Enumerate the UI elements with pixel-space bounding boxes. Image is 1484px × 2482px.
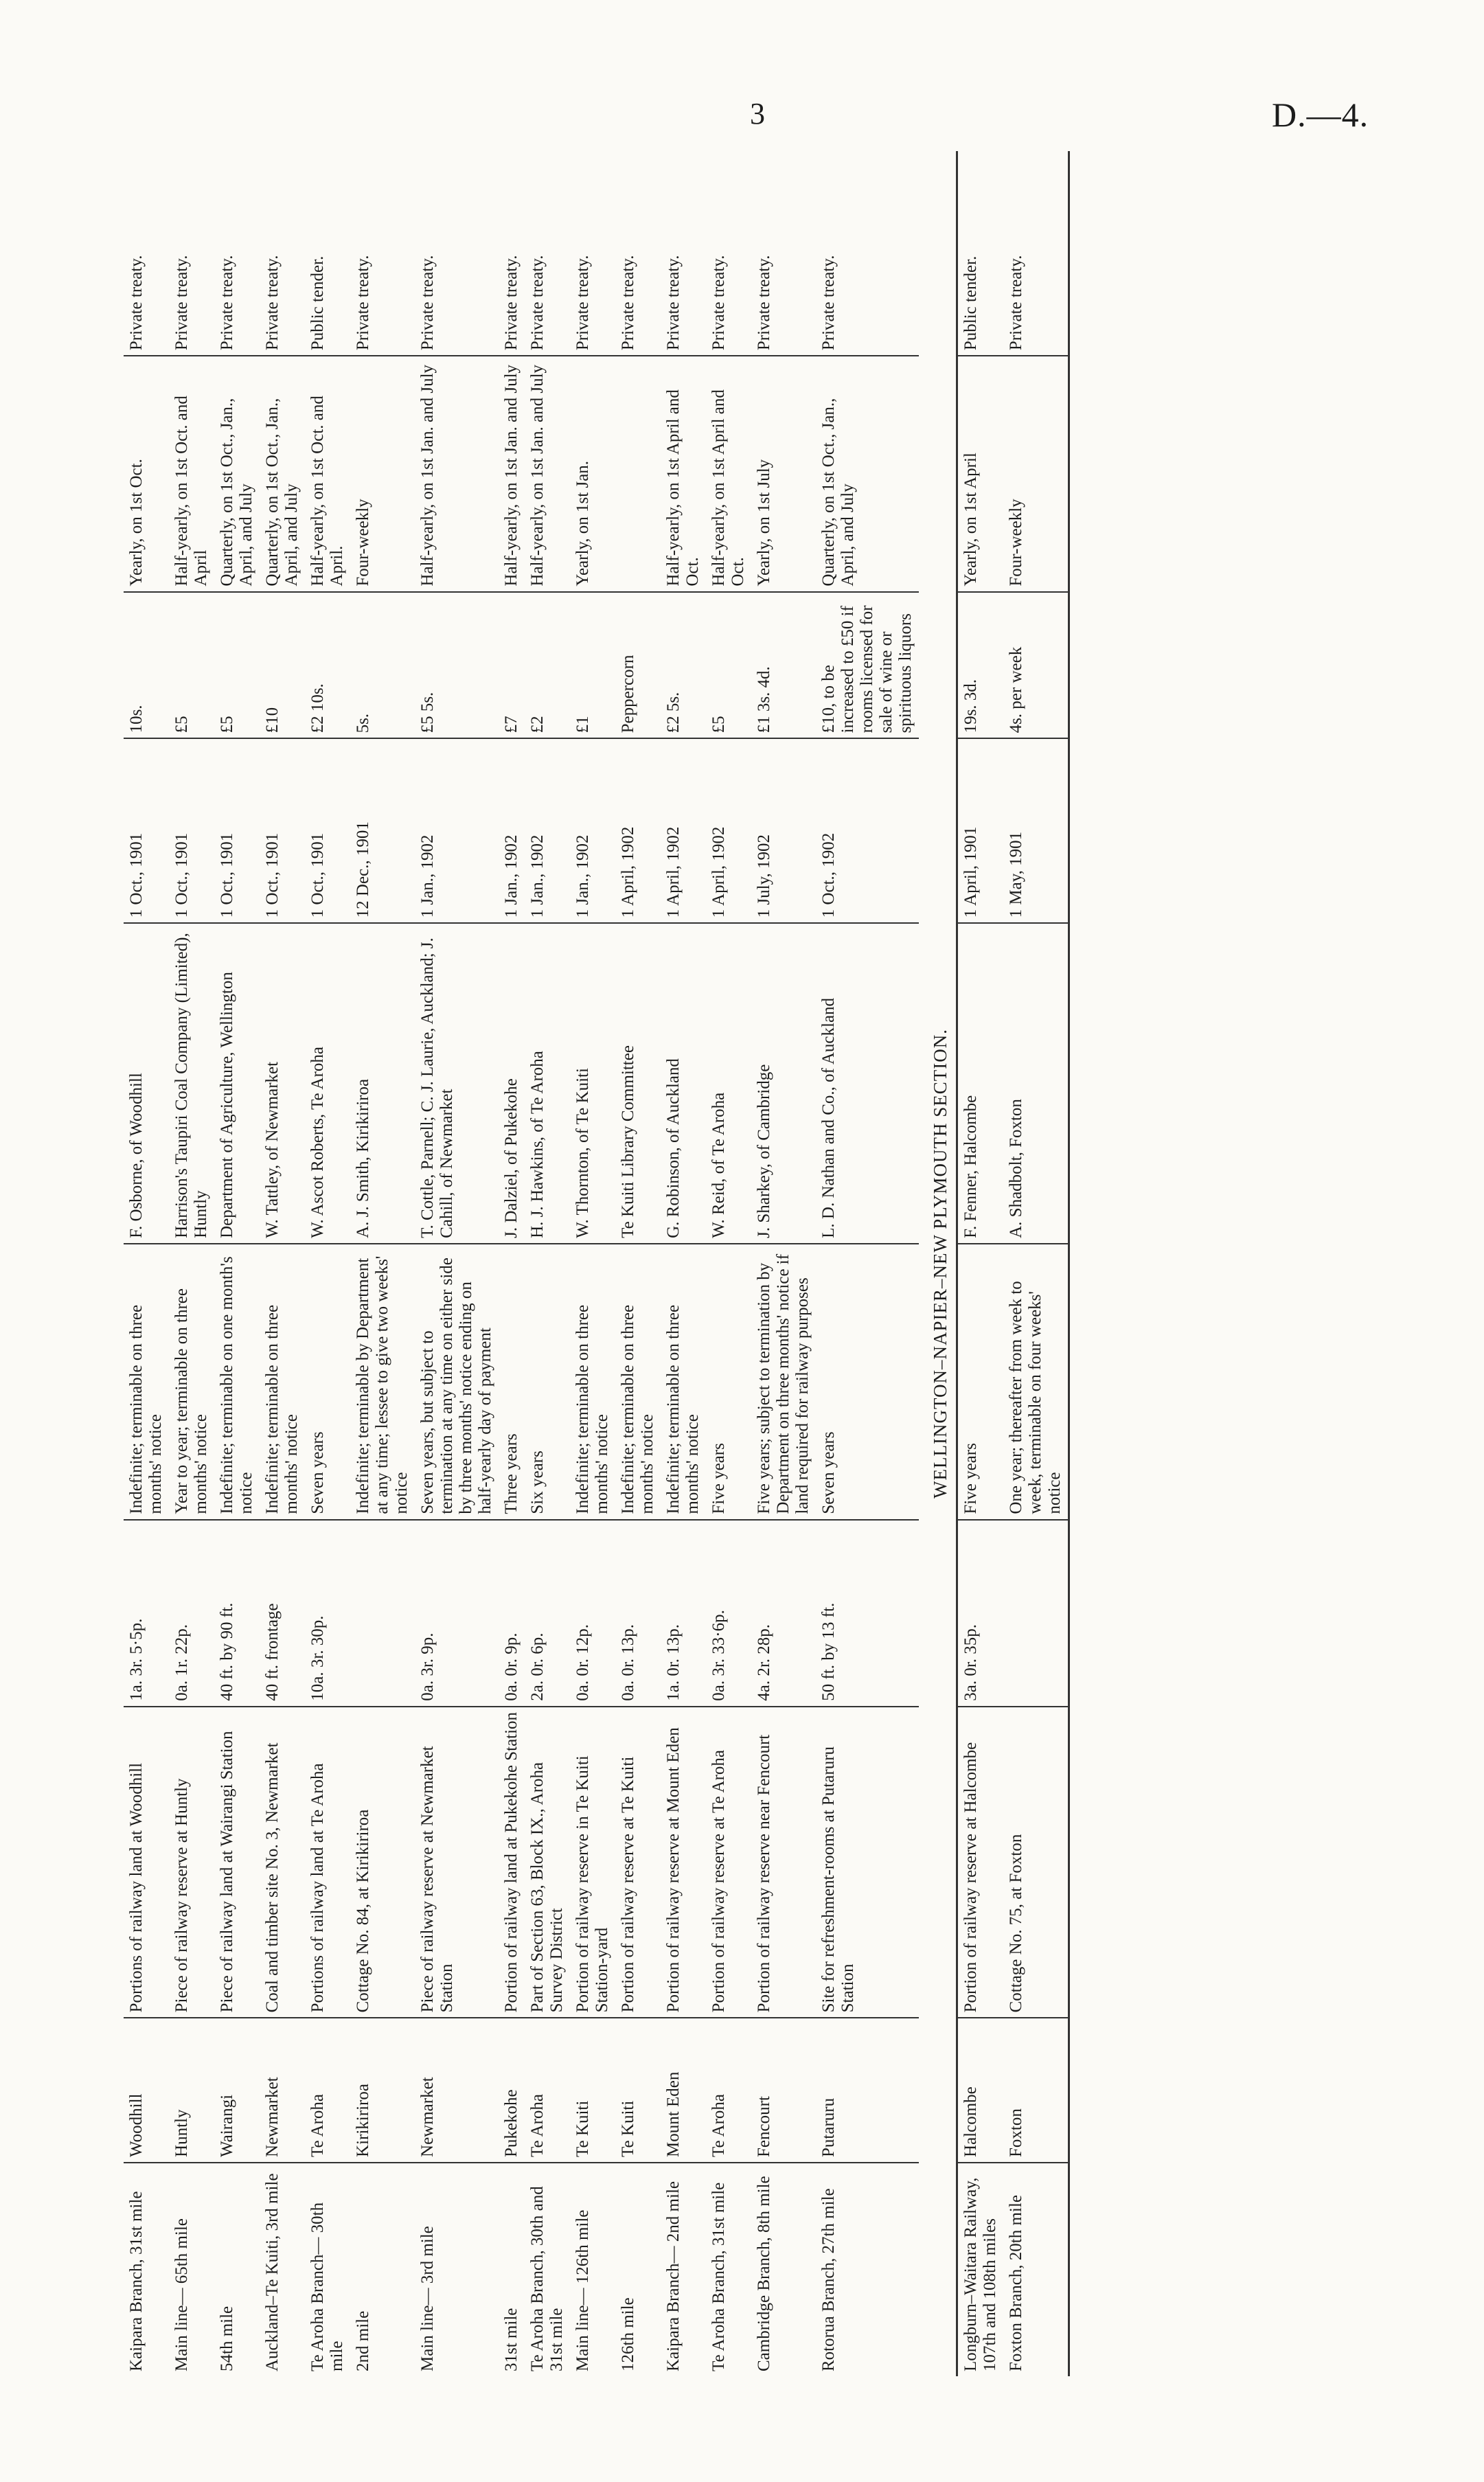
land-cell: Portions of railway land at Te Aroha [305, 1707, 350, 2018]
area-cell: 3a. 0r. 35p. [957, 1520, 1004, 1707]
term-cell: Six years [525, 1244, 570, 1520]
how-let-cell: Private treaty. [615, 151, 661, 356]
payable-cell: Yearly, on 1st July [751, 356, 816, 591]
land-cell: Portion of railway reserve at Te Kuiti [615, 1707, 661, 2018]
date-cell: 1 Oct., 1901 [305, 738, 350, 923]
land-cell: Piece of railway land at Wairangi Station [214, 1707, 260, 2018]
payable-cell: Half-yearly, on 1st April and Oct. [706, 356, 751, 591]
date-cell: 1 Oct., 1901 [169, 738, 214, 923]
area-cell: 0a. 3r. 33·6p. [706, 1520, 751, 1707]
land-cell: Coal and timber site No. 3, Newmarket [260, 1707, 305, 2018]
date-cell: 1 Oct., 1901 [214, 738, 260, 923]
term-cell: Year to year; terminable on three months' notice [169, 1244, 214, 1520]
rotated-table-container [124, 151, 1394, 2376]
area-cell [1003, 1520, 1069, 1707]
how-let-cell: Private treaty. [415, 151, 499, 356]
table-row [260, 151, 305, 2376]
how-let-cell: Private treaty. [661, 151, 706, 356]
lessee-cell: F. Osborne, of Woodhill [124, 923, 169, 1244]
payable-cell: Quarterly, on 1st Oct., Jan., April, and July [214, 356, 260, 591]
lessee-cell: J. Dalziel, of Pukekohe [499, 923, 525, 1244]
area-cell [350, 1520, 415, 1707]
date-cell: 1 April, 1902 [661, 738, 706, 923]
lessee-cell: W. Thornton, of Te Kuiti [570, 923, 615, 1244]
lessee-cell: A. J. Smith, Kirikiriroa [350, 923, 415, 1244]
date-cell: 1 Oct., 1901 [124, 738, 169, 923]
term-cell: Seven years [305, 1244, 350, 1520]
area-cell: 0a. 1r. 22p. [169, 1520, 214, 1707]
station-cell: Pukekohe [499, 2018, 525, 2163]
term-cell: Five years [957, 1244, 1004, 1520]
lessee-cell: F. Fenner, Halcombe [957, 923, 1004, 1244]
term-cell: Indefinite; terminable on three months' notice [570, 1244, 615, 1520]
station-cell: Te Aroha [706, 2018, 751, 2163]
lessee-cell: W. Reid, of Te Aroha [706, 923, 751, 1244]
payable-cell: Half-yearly, on 1st Jan. and July [415, 356, 499, 591]
term-cell: Indefinite; terminable by Department at any time; lessee to give two weeks' notice [350, 1244, 415, 1520]
station-cell: Putaruru [816, 2018, 919, 2163]
line-cell: 31st mile [502, 2308, 521, 2371]
area-cell: 0a. 0r. 12p. [570, 1520, 615, 1707]
rent-cell: £1 3s. 4d. [751, 592, 816, 739]
line-cell: Kaipara Branch, 31st mile [127, 2191, 146, 2371]
line-cell: Te Aroha Branch— 30th mile [308, 2202, 346, 2371]
payable-cell: Four-weekly [1003, 356, 1069, 591]
payable-cell: Half-yearly, on 1st Oct. and April [169, 356, 214, 591]
table-row [214, 151, 260, 2376]
area-cell: 10a. 3r. 30p. [305, 1520, 350, 1707]
term-cell: Indefinite; terminable on three months' notice [260, 1244, 305, 1520]
lessee-cell: Harrison's Taupiri Coal Company (Limited), Huntly [169, 923, 214, 1244]
area-cell: 0a. 3r. 9p. [415, 1520, 499, 1707]
table-row [816, 151, 919, 2376]
lessee-cell: W. Ascot Roberts, Te Aroha [305, 923, 350, 1244]
table-row [751, 151, 816, 2376]
table-row [957, 151, 1004, 2376]
table-row [661, 151, 706, 2376]
station-cell: Wairangi [214, 2018, 260, 2163]
how-let-cell: Private treaty. [499, 151, 525, 356]
date-cell: 1 July, 1902 [751, 738, 816, 923]
land-cell: Piece of railway reserve at Huntly [169, 1707, 214, 2018]
how-let-cell: Private treaty. [570, 151, 615, 356]
land-cell: Piece of railway reserve at Newmarket Station [415, 1707, 499, 2018]
table-row [415, 151, 499, 2376]
table-row [124, 151, 169, 2376]
how-let-cell: Private treaty. [751, 151, 816, 356]
term-cell: Five years; subject to termination by Department on three months' notice if land required for railway purposes [751, 1244, 816, 1520]
station-cell: Newmarket [260, 2018, 305, 2163]
rent-cell: 5s. [350, 592, 415, 739]
area-cell: 4a. 2r. 28p. [751, 1520, 816, 1707]
land-cell: Portion of railway land at Pukekohe Station [499, 1707, 525, 2018]
line-cell: 54th mile [218, 2305, 236, 2371]
lessee-cell: Department of Agriculture, Wellington [214, 923, 260, 1244]
line-cell: Main line— 65th mile [172, 2218, 191, 2371]
rent-cell: Peppercorn [615, 592, 661, 739]
rent-cell: £10 [260, 592, 305, 739]
date-cell: 1 May, 1901 [1003, 738, 1069, 923]
line-cell: Foxton Branch, 20th mile [1003, 2163, 1069, 2376]
land-cell: Portion of railway reserve near Fencourt [751, 1707, 816, 2018]
area-cell: 40 ft. frontage [260, 1520, 305, 1707]
table-row [350, 151, 415, 2376]
how-let-cell: Private treaty. [706, 151, 751, 356]
station-cell: Te Kuiti [615, 2018, 661, 2163]
term-cell: One year; thereafter from week to week, terminable on four weeks' notice [1003, 1244, 1069, 1520]
rent-cell: £2 [525, 592, 570, 739]
term-cell: Three years [499, 1244, 525, 1520]
payable-cell: Half-yearly, on 1st Jan. and July [525, 356, 570, 591]
station-cell: Woodhill [124, 2018, 169, 2163]
section-heading-row [919, 151, 957, 2376]
rent-cell: 4s. per week [1003, 592, 1069, 739]
line-cell: 126th mile [619, 2297, 637, 2371]
area-cell: 0a. 0r. 9p. [499, 1520, 525, 1707]
line-cell: Main line— 126th mile [573, 2209, 592, 2371]
land-cell: Portion of railway reserve at Mount Eden [661, 1707, 706, 2018]
rent-cell: £10, to be increased to £50 if rooms licensed for sale of wine or spirituous liquors [816, 592, 919, 739]
how-let-cell: Private treaty. [816, 151, 919, 356]
line-cell: Rotorua Branch, 27th mile [819, 2188, 838, 2371]
term-cell: Indefinite; terminable on three months' notice [124, 1244, 169, 1520]
rent-cell: £5 [706, 592, 751, 739]
payable-cell: Yearly, on 1st April [957, 356, 1004, 591]
station-cell: Te Aroha [525, 2018, 570, 2163]
table-row [1003, 151, 1069, 2376]
date-cell: 1 Oct., 1901 [260, 738, 305, 923]
date-cell: 1 Oct., 1902 [816, 738, 919, 923]
land-cell: Site for refreshment-rooms at Putaruru Station [816, 1707, 919, 2018]
lessee-cell: W. Tattley, of Newmarket [260, 923, 305, 1244]
area-cell: 1a. 0r. 13p. [661, 1520, 706, 1707]
date-cell: 1 April, 1902 [706, 738, 751, 923]
date-cell: 1 Jan., 1902 [415, 738, 499, 923]
line-cell: Main line— 3rd mile [418, 2226, 437, 2371]
area-cell: 0a. 0r. 13p. [615, 1520, 661, 1707]
station-cell: Te Aroha [305, 2018, 350, 2163]
area-cell: 1a. 3r. 5·5p. [124, 1520, 169, 1707]
land-cell: Part of Section 63, Block IX., Aroha Survey District [525, 1707, 570, 2018]
rent-cell: £7 [499, 592, 525, 739]
term-cell: Indefinite; terminable on one month's notice [214, 1244, 260, 1520]
date-cell: 1 Jan., 1902 [499, 738, 525, 923]
rent-cell: £1 [570, 592, 615, 739]
date-cell: 1 April, 1902 [615, 738, 661, 923]
land-cell: Portion of railway reserve in Te Kuiti Station-yard [570, 1707, 615, 2018]
payable-cell: Yearly, on 1st Oct. [124, 356, 169, 591]
area-cell: 50 ft. by 13 ft. [816, 1520, 919, 1707]
table-row [615, 151, 661, 2376]
line-cell: Auckland–Te Kuiti, 3rd mile [263, 2173, 282, 2371]
rent-cell: 10s. [124, 592, 169, 739]
term-cell: Indefinite; terminable on three months' notice [615, 1244, 661, 1520]
lessee-cell: T. Cottle, Parnell; C. J. Laurie, Auckland; J. Cahill, of Newmarket [415, 923, 499, 1244]
how-let-cell: Private treaty. [169, 151, 214, 356]
how-let-cell: Private treaty. [214, 151, 260, 356]
term-cell: Five years [706, 1244, 751, 1520]
how-let-cell: Private treaty. [124, 151, 169, 356]
area-cell: 40 ft. by 90 ft. [214, 1520, 260, 1707]
payable-cell [615, 356, 661, 591]
line-cell: Kaipara Branch— 2nd mile [664, 2181, 683, 2371]
leases-table-body [124, 151, 1069, 2376]
line-cell: 2nd mile [354, 2310, 372, 2371]
payable-cell: Quarterly, on 1st Oct., Jan., April, and July [816, 356, 919, 591]
rent-cell: 19s. 3d. [957, 592, 1004, 739]
lessee-cell: H. J. Hawkins, of Te Aroha [525, 923, 570, 1244]
leases-table [124, 151, 1070, 2376]
station-cell: Fencourt [751, 2018, 816, 2163]
payable-cell: Half-yearly, on 1st April and Oct. [661, 356, 706, 591]
table-row [706, 151, 751, 2376]
station-cell: Newmarket [415, 2018, 499, 2163]
station-cell: Halcombe [957, 2018, 1004, 2163]
date-cell: 1 Jan., 1902 [570, 738, 615, 923]
land-cell: Portions of railway land at Woodhill [124, 1707, 169, 2018]
how-let-cell: Private treaty. [350, 151, 415, 356]
station-cell: Huntly [169, 2018, 214, 2163]
payable-cell: Quarterly, on 1st Oct., Jan., April, and July [260, 356, 305, 591]
line-cell: Longburn–Waitara Railway, 107th and 108th miles [957, 2163, 1004, 2376]
area-cell: 2a. 0r. 6p. [525, 1520, 570, 1707]
payable-cell: Yearly, on 1st Jan. [570, 356, 615, 591]
station-cell: Kirikiriroa [350, 2018, 415, 2163]
lessee-cell: A. Shadbolt, Foxton [1003, 923, 1069, 1244]
table-row [525, 151, 570, 2376]
land-cell: Cottage No. 75, at Foxton [1003, 1707, 1069, 2018]
payable-cell: Four-weekly [350, 356, 415, 591]
table-row [169, 151, 214, 2376]
rent-cell: £5 [169, 592, 214, 739]
rent-cell: £2 5s. [661, 592, 706, 739]
date-cell: 1 Jan., 1902 [525, 738, 570, 923]
land-cell: Cottage No. 84, at Kirikiriroa [350, 1707, 415, 2018]
table-row [499, 151, 525, 2376]
document-reference: D.—4. [1272, 95, 1369, 134]
how-let-cell: Public tender. [305, 151, 350, 356]
line-cell: Te Aroha Branch, 30th and 31st mile [528, 2186, 566, 2371]
station-cell: Te Kuiti [570, 2018, 615, 2163]
table-row [305, 151, 350, 2376]
table-row [570, 151, 615, 2376]
section-heading: WELLINGTON–NAPIER–NEW PLYMOUTH SECTION. [930, 1029, 950, 1499]
how-let-cell: Public tender. [957, 151, 1004, 356]
lessee-cell: Te Kuiti Library Committee [615, 923, 661, 1244]
rent-cell: £2 10s. [305, 592, 350, 739]
line-cell: Cambridge Branch, 8th mile [755, 2176, 773, 2371]
page-number: 3 [750, 97, 765, 130]
term-cell: Indefinite; terminable on three months' notice [661, 1244, 706, 1520]
how-let-cell: Private treaty. [1003, 151, 1069, 356]
term-cell: Seven years [816, 1244, 919, 1520]
lessee-cell: J. Sharkey, of Cambridge [751, 923, 816, 1244]
line-cell: Te Aroha Branch, 31st mile [709, 2182, 728, 2371]
term-cell: Seven years, but subject to termination at any time on either side by three months' notice ending on half-yearly day of payment [415, 1244, 499, 1520]
payable-cell: Half-yearly, on 1st Jan. and July [499, 356, 525, 591]
station-cell: Mount Eden [661, 2018, 706, 2163]
rent-cell: £5 5s. [415, 592, 499, 739]
how-let-cell: Private treaty. [260, 151, 305, 356]
lessee-cell: G. Robinson, of Auckland [661, 923, 706, 1244]
date-cell: 12 Dec., 1901 [350, 738, 415, 923]
station-cell: Foxton [1003, 2018, 1069, 2163]
payable-cell: Half-yearly, on 1st Oct. and April. [305, 356, 350, 591]
land-cell: Portion of railway reserve at Te Aroha [706, 1707, 751, 2018]
lessee-cell: L. D. Nathan and Co., of Auckland [816, 923, 919, 1244]
land-cell: Portion of railway reserve at Halcombe [957, 1707, 1004, 2018]
how-let-cell: Private treaty. [525, 151, 570, 356]
rent-cell: £5 [214, 592, 260, 739]
date-cell: 1 April, 1901 [957, 738, 1004, 923]
